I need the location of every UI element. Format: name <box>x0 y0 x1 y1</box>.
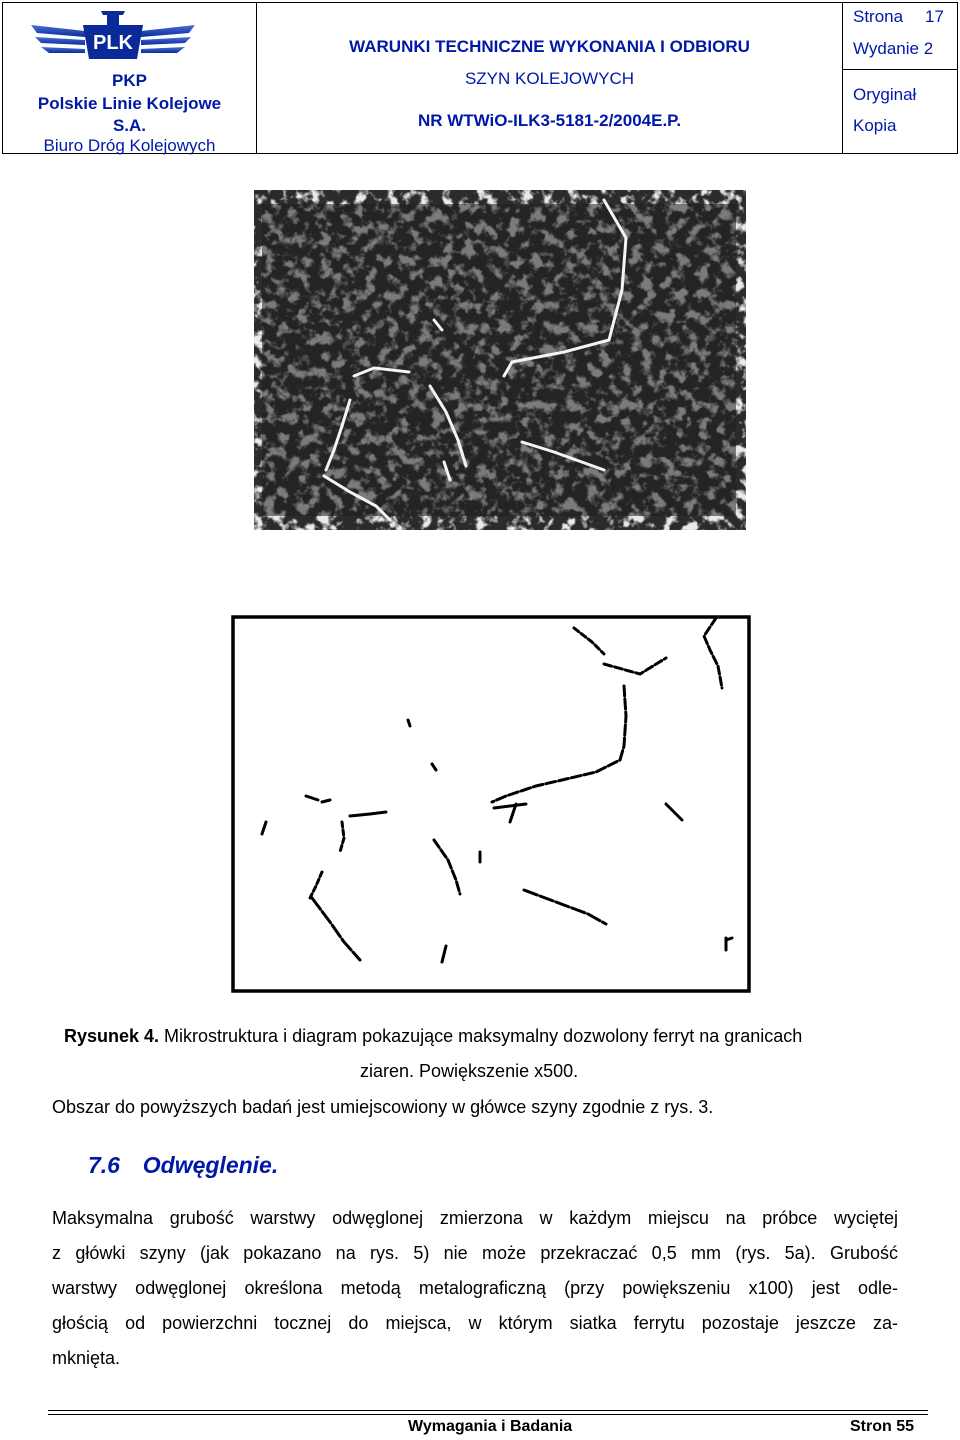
org-name: Polskie Linie Kolejowe <box>37 94 222 113</box>
figure-caption <box>64 1026 802 1047</box>
body-line-3: warstwy odwęglonej określona metodą metalograficzną (przy powiększeniu x100) jest odle- <box>52 1278 898 1298</box>
body-line-4: głością od powierzchni tocznej do miejsca, w którym siatka ferrytu pozostaje jeszcze za- <box>52 1313 898 1333</box>
body-line-2: z główki szyny (jak pokazano na rys. 5) nie może przekraczać 0,5 mm (rys. 5a). Grubość <box>52 1243 898 1263</box>
body-line-5: mknięta. <box>52 1348 121 1368</box>
figure-caption-text: Mikrostruktura i diagram pokazujące maksymalny dozwolony ferryt na granicach <box>159 1026 803 1046</box>
footer-rule-thin <box>48 1414 928 1415</box>
header-title-cell <box>257 3 843 153</box>
doc-title-line1: WARUNKI TECHNICZNE WYKONANIA I ODBIORU <box>349 37 750 56</box>
org-suffix: S.A. <box>112 116 147 135</box>
figure-caption-label: Rysunek 4. <box>64 1026 160 1046</box>
plk-logo <box>23 7 203 69</box>
footer-page-count: Stron 55 <box>850 1418 915 1435</box>
section-heading <box>88 1152 278 1179</box>
section-number: 7.6 <box>88 1152 120 1178</box>
grain-boundary-diagram <box>226 608 756 998</box>
original-label: Oryginał <box>853 85 917 104</box>
body-line-1: Maksymalna grubość warstwy odwęglonej zmierzona w każdym miejscu na próbce wyciętej <box>52 1208 898 1228</box>
doc-number: NR WTWiO-ILK3-5181-2/2004E.P. <box>417 111 682 130</box>
header-org-cell <box>3 3 257 153</box>
footer-rule <box>48 1410 928 1411</box>
org-dept: Biuro Dróg Kolejowych <box>43 136 216 155</box>
logo-text: PLK <box>93 32 133 54</box>
microstructure-photo <box>254 190 746 530</box>
doc-title-line2: SZYN KOLEJOWYCH <box>464 69 635 88</box>
page-number: 17 <box>925 7 944 26</box>
page-label: Strona <box>853 7 904 26</box>
header-meta-cell <box>843 3 957 153</box>
figure-note: Obszar do powyższych badań jest umiejscowiony w główce szyny zgodnie z rys. 3. <box>52 1097 714 1117</box>
copy-label: Kopia <box>853 116 897 135</box>
org-abbr: PKP <box>112 71 147 90</box>
figure-caption-line2: ziaren. Powiększenie x500. <box>360 1061 579 1081</box>
document-header <box>2 2 958 154</box>
footer-center: Wymagania i Badania <box>408 1418 573 1435</box>
edition: Wydanie 2 <box>853 39 934 58</box>
section-title: Odwęglenie. <box>142 1152 279 1178</box>
meta-divider <box>843 69 957 70</box>
